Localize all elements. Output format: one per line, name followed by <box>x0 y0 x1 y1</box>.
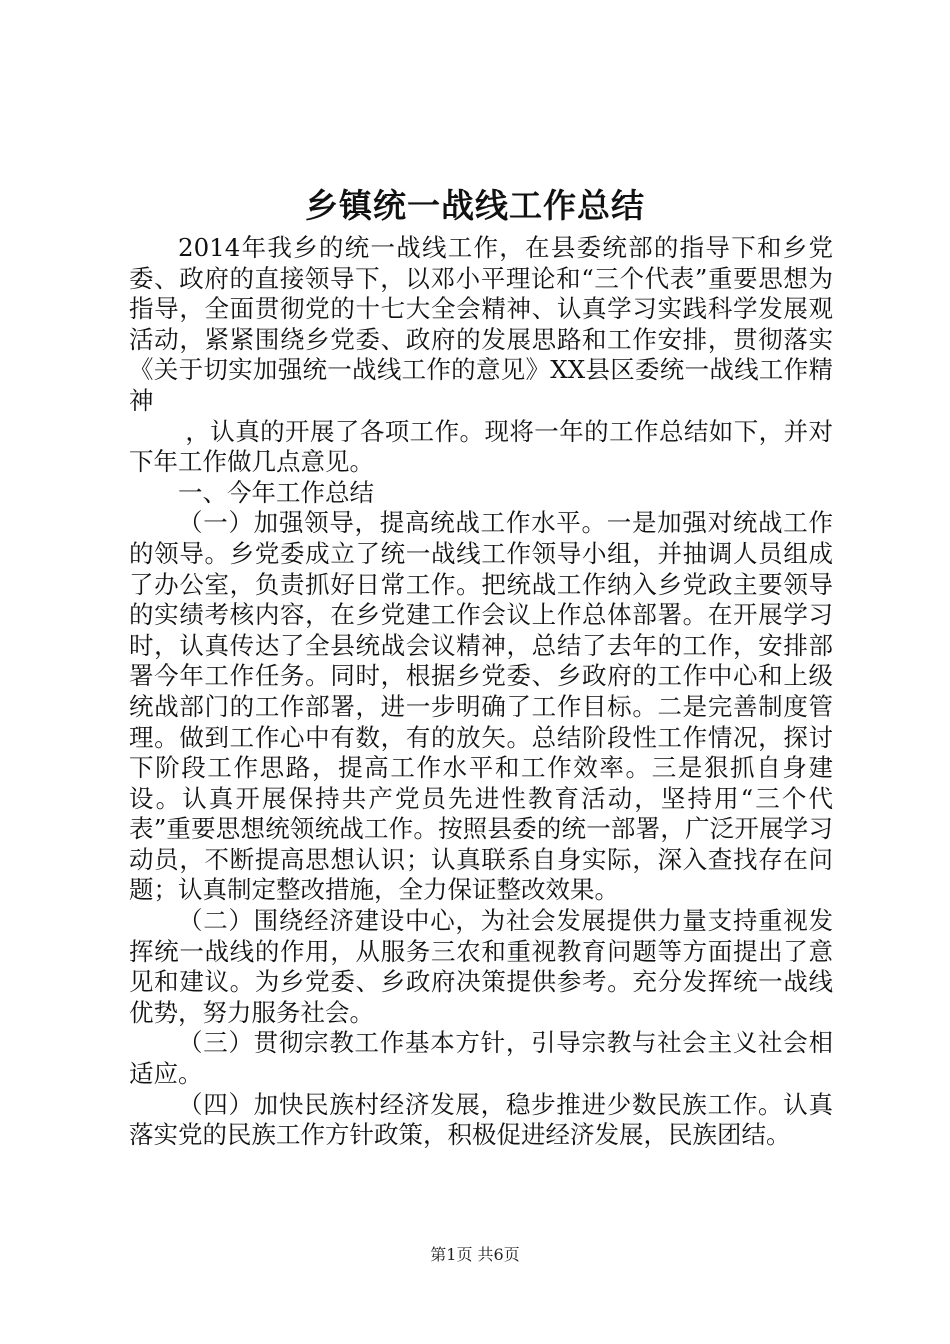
section-item-2: （二）围绕经济建设中心，为社会发展提供力量支持重视发挥统一战线的作用，从服务三农和重视教育问题等方面提出了意见和建议。为乡党委、乡政府决策提供参考。充分发挥统一战线优势，努力服务社会。 <box>129 906 833 1027</box>
section-item-3: （三）贯彻宗教工作基本方针，引导宗教与社会主义社会相适应。 <box>129 1028 833 1089</box>
section-item-1: （一）加强领导，提高统战工作水平。一是加强对统战工作的领导。乡党委成立了统一战线工作领导小组，并抽调人员组成了办公室，负责抓好日常工作。把统战工作纳入乡党政主要领导的实绩考核内容，在乡党建工作会议上作总体部署。在开展学习时，认真传达了全县统战会议精神，总结了去年的工作，安排部署今年工作任务。同时，根据乡党委、乡政府的工作中心和上级统战部门的工作部署，进一步明确了工作目标。二是完善制度管理。做到工作心中有数，有的放矢。总结阶段性工作情况，探讨下阶段工作思路，提高工作水平和工作效率。三是狠抓自身建设。认真开展保持共产党员先进性教育活动，坚持用“三个代表”重要思想统领统战工作。按照县委的统一部署，广泛开展学习动员，不断提高思想认识；认真联系自身实际，深入查找存在问题；认真制定整改措施，全力保证整改效果。 <box>129 508 833 905</box>
section-heading: 一、今年工作总结 <box>178 477 374 507</box>
document-title: 乡镇统一战线工作总结 <box>305 186 645 225</box>
intro-continuation-paragraph: ，认真的开展了各项工作。现将一年的工作总结如下，并对下年工作做几点意见。 <box>129 416 833 477</box>
intro-paragraph: 2014年我乡的统一战线工作，在县委统部的指导下和乡党委、政府的直接领导下，以邓小平理论和“三个代表”重要思想为指导，全面贯彻党的十七大全会精神、认真学习实践科学发展观活动，紧紧围绕乡党委、政府的发展思路和工作安排，贯彻落实《关于切实加强统一战线工作的意见》XX县区委统一战线工作精神 <box>129 233 833 415</box>
section-item-4: （四）加快民族村经济发展，稳步推进少数民族工作。认真落实党的民族工作方针政策，积极促进经济发展，民族团结。 <box>129 1089 833 1150</box>
page-number-footer: 第1页 共6页 <box>430 1245 520 1264</box>
document-body <box>129 233 833 1151</box>
